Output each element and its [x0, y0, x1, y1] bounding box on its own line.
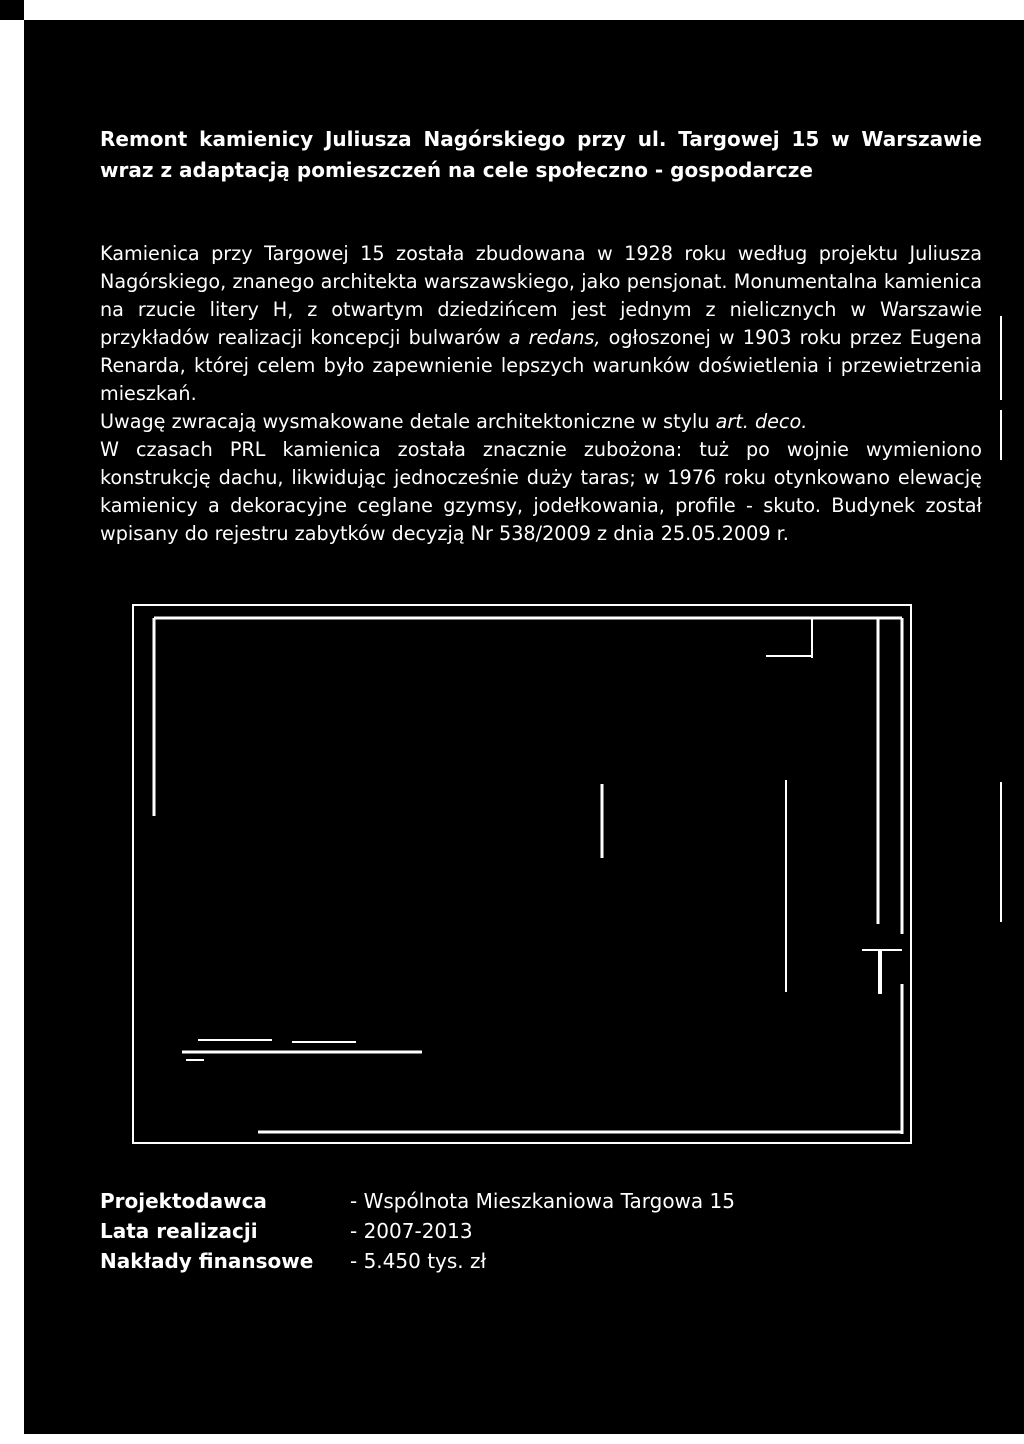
drawing-outer-frame: [133, 605, 911, 1143]
info-value: - Wspólnota Mieszkaniowa Targowa 15: [350, 1189, 735, 1213]
paragraph-details-style: art. deco.: [715, 410, 808, 433]
document-title: Remont kamienicy Juliusza Nagórskiego przy ul. Targowej 15 w Warszawie wraz z adaptacją pomieszczeń na cele społeczno - gospodarcze: [100, 127, 982, 182]
paragraph-history: [100, 240, 982, 408]
paragraph-history-text: Kamienica przy Targowej 15 została zbudowana w 1928 roku według projektu Juliusza Nagórskiego, znanego architekta warszawskiego, jako pensjonat. Monumentalna kamienica na rzucie litery H, z otwartym dziedzińcem jest jednym z nielicznych w Warszawie przykładów realizacji koncepcji bulwarów: [100, 242, 982, 349]
margin-line: [1000, 410, 1002, 460]
info-label: Projektodawca: [100, 1189, 267, 1213]
info-row-years: [100, 1216, 735, 1246]
building-drawing: [132, 604, 912, 1144]
document-body: [100, 240, 982, 548]
paragraph-details-text: Uwagę zwracają wysmakowane detale architektoniczne w stylu: [100, 410, 710, 433]
document-page: [24, 20, 1024, 1434]
info-value: - 2007-2013: [350, 1219, 473, 1243]
paragraph-details: [100, 408, 982, 436]
paragraph-history-term: a redans,: [508, 326, 601, 349]
project-info: [100, 1186, 735, 1276]
info-label: Nakłady finansowe: [100, 1249, 314, 1273]
margin-line: [1000, 782, 1002, 922]
info-value: - 5.450 tys. zł: [350, 1249, 487, 1273]
margin-line: [1000, 316, 1002, 400]
info-row-cost: [100, 1246, 735, 1276]
info-row-designer: [100, 1186, 735, 1216]
paragraph-history-text-cont: ogłoszonej w 1903 roku przez Eugena Renarda, której celem było zapewnienie lepszych warunków doświetlenia i przewietrzenia mieszkań.: [100, 326, 982, 405]
info-label: Lata realizacji: [100, 1219, 258, 1243]
corner-mark: [0, 0, 24, 20]
paragraph-prl: W czasach PRL kamienica została znacznie zubożona: tuż po wojnie wymieniono konstrukcję dachu, likwidując jednocześnie duży taras; w 1976 roku otynkowano elewację kamienicy a dekoracyjne ceglane gzymsy, jodełkowania, profile - skuto. Budynek został wpisany do rejestru zabytków decyzją Nr 538/2009 z dnia 25.05.2009 r.: [100, 438, 982, 545]
